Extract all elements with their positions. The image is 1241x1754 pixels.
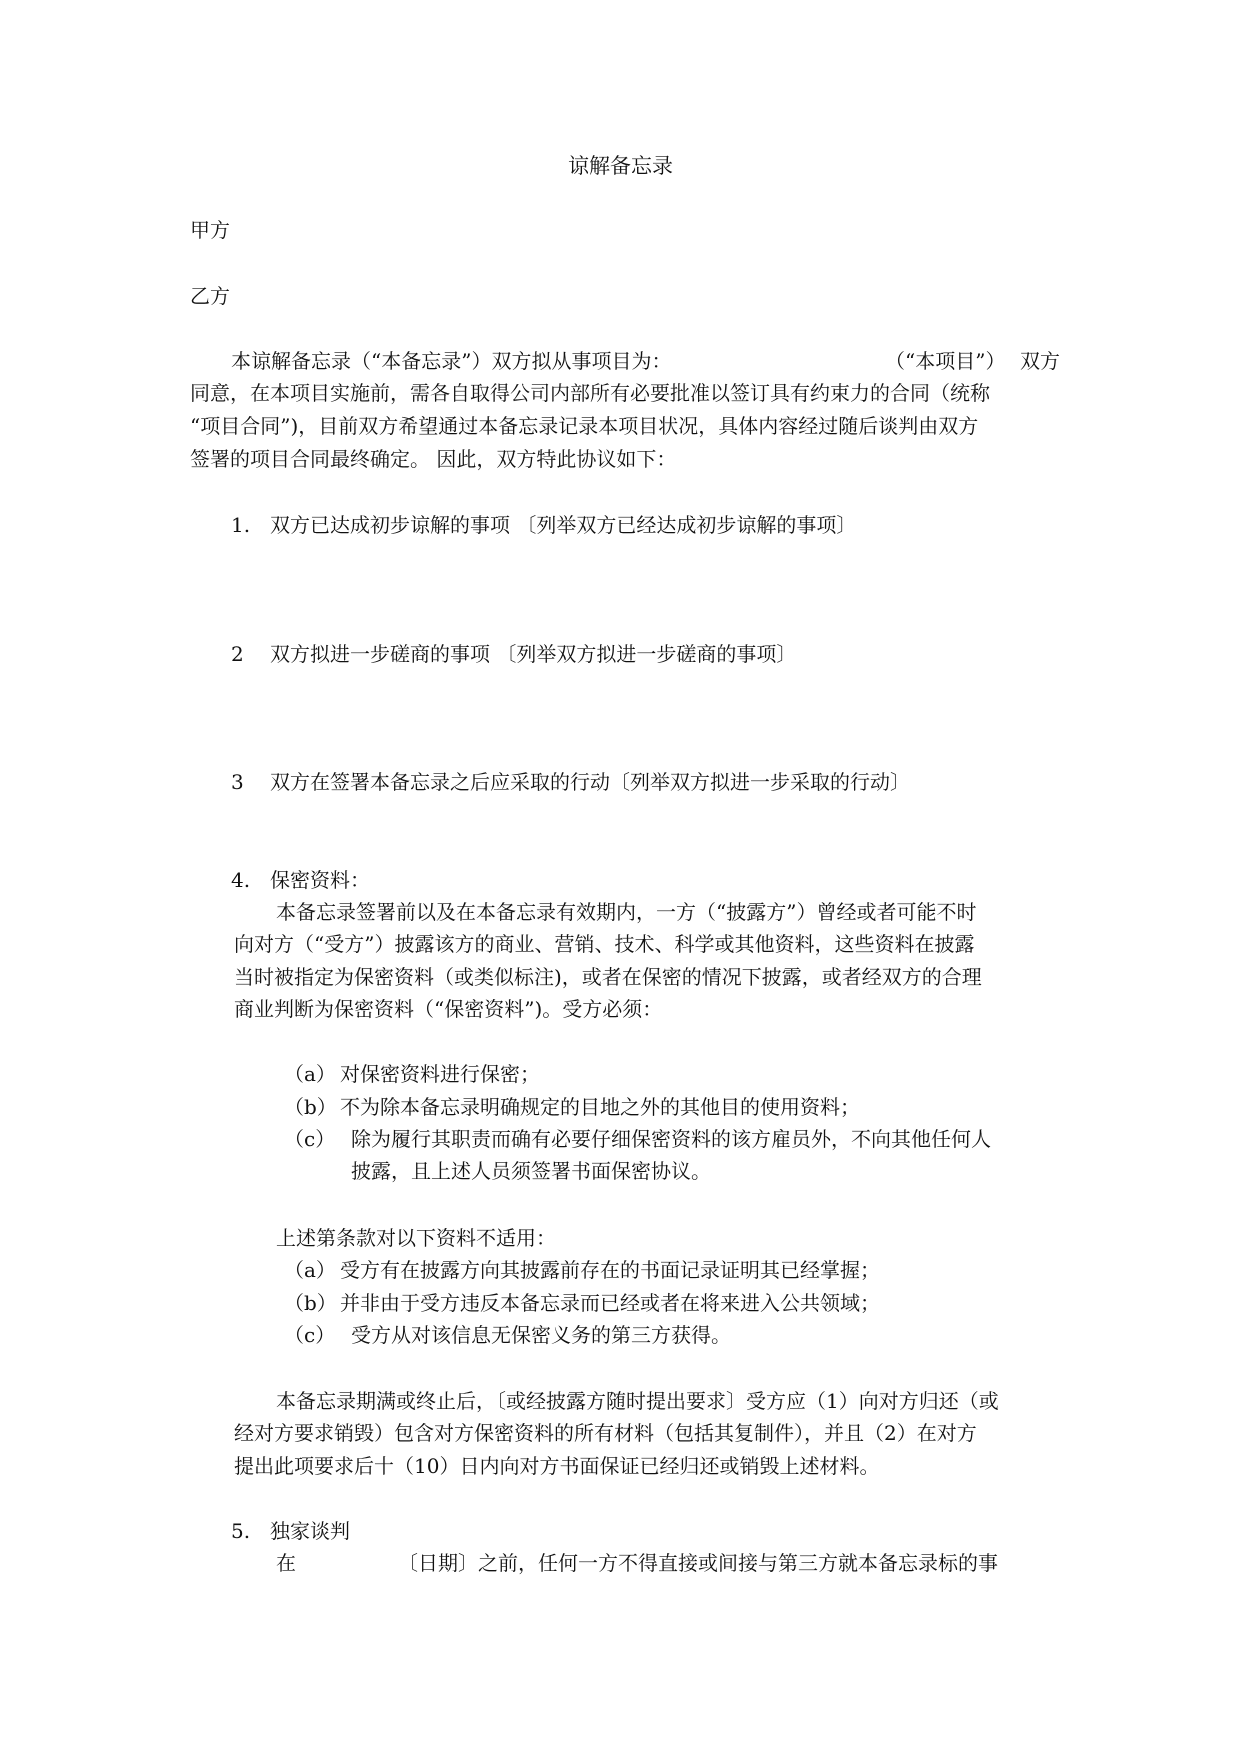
exclusion-intro: 上述第条款对以下资料不适用： [276,1226,556,1250]
duty-b-mark: （b） [284,1095,337,1119]
return-line-3: 提出此项要求后十（10）日内向对方书面保证已经归还或销毁上述材料。 [234,1454,880,1478]
item-3-number: 3 [231,770,244,794]
item-5-text: 独家谈判 [270,1519,350,1543]
item-2-text: 双方拟进一步磋商的事项 〔列举双方拟进一步磋商的事项〕 [270,642,797,666]
party-a-label: 甲方 [190,218,230,242]
item-1-text: 双方已达成初步谅解的事项 〔列举双方已经达成初步谅解的事项〕 [270,513,857,537]
item-4-number: 4. [231,868,251,892]
item-5-number: 5. [231,1519,251,1543]
duty-c-continuation: 披露，且上述人员须签署书面保密协议。 [351,1159,711,1183]
intro-line-1b: （“本项目”） [885,349,1006,373]
item-4-text: 保密资料： [270,868,370,892]
intro-line-1a: 本谅解备忘录（“本备忘录”）双方拟从事项目为： [231,349,672,373]
exclusion-a-text: 受方有在披露方向其披露前存在的书面记录证明其已经掌握； [340,1258,880,1282]
intro-line-3: “项目合同”)，目前双方希望通过本备忘录记录本项目状况，具体内容经过随后谈判由双方 [190,414,979,438]
duty-c-text: 除为履行其职责而确有必要仔细保密资料的该方雇员外，不向其他任何人 [351,1127,991,1151]
confidential-line-2: 向对方（“受方”）披露该方的商业、营销、技术、科学或其他资料，这些资料在披露 [234,932,975,956]
confidential-line-4: 商业判断为保密资料（“保密资料”)。受方必须： [234,997,663,1021]
duty-a-mark: （a） [284,1062,336,1086]
confidential-line-1: 本备忘录签署前以及在本备忘录有效期内，一方（“披露方”）曾经或者可能不时 [276,900,977,924]
exclusion-b-mark: （b） [284,1291,337,1315]
intro-line-4: 签署的项目合同最终确定。 因此，双方特此协议如下： [190,447,677,471]
exclusion-c-mark: （c） [284,1323,336,1347]
exclusive-lead: 在 [276,1551,296,1575]
item-1-number: 1. [231,513,251,537]
intro-line-1c: 双方 [1020,349,1060,373]
document-title: 谅解备忘录 [568,154,673,178]
exclusion-c-text: 受方从对该信息无保密义务的第三方获得。 [351,1323,731,1347]
return-line-2: 经对方要求销毁）包含对方保密资料的所有材料（包括其复制件），并且（2）在对方 [234,1421,977,1445]
exclusion-b-text: 并非由于受方违反本备忘录而已经或者在将来进入公共领域； [340,1291,880,1315]
duty-a-text: 对保密资料进行保密； [340,1062,540,1086]
item-2-number: 2 [231,642,244,666]
duty-b-text: 不为除本备忘录明确规定的目地之外的其他目的使用资料； [340,1095,860,1119]
duty-c-mark: （c） [284,1127,336,1151]
exclusion-a-mark: （a） [284,1258,336,1282]
intro-line-2: 同意，在本项目实施前，需各自取得公司内部所有必要批准以签订具有约束力的合同（统称 [190,381,990,405]
exclusive-text: 〔日期〕之前，任何一方不得直接或间接与第三方就本备忘录标的事 [398,1551,998,1575]
item-3-text: 双方在签署本备忘录之后应采取的行动〔列举双方拟进一步采取的行动〕 [270,770,910,794]
confidential-line-3: 当时被指定为保密资料（或类似标注)，或者在保密的情况下披露，或者经双方的合理 [234,965,982,989]
return-line-1: 本备忘录期满或终止后，〔或经披露方随时提出要求〕受方应（1）向对方归还（或 [276,1389,999,1413]
party-b-label: 乙方 [190,284,230,308]
